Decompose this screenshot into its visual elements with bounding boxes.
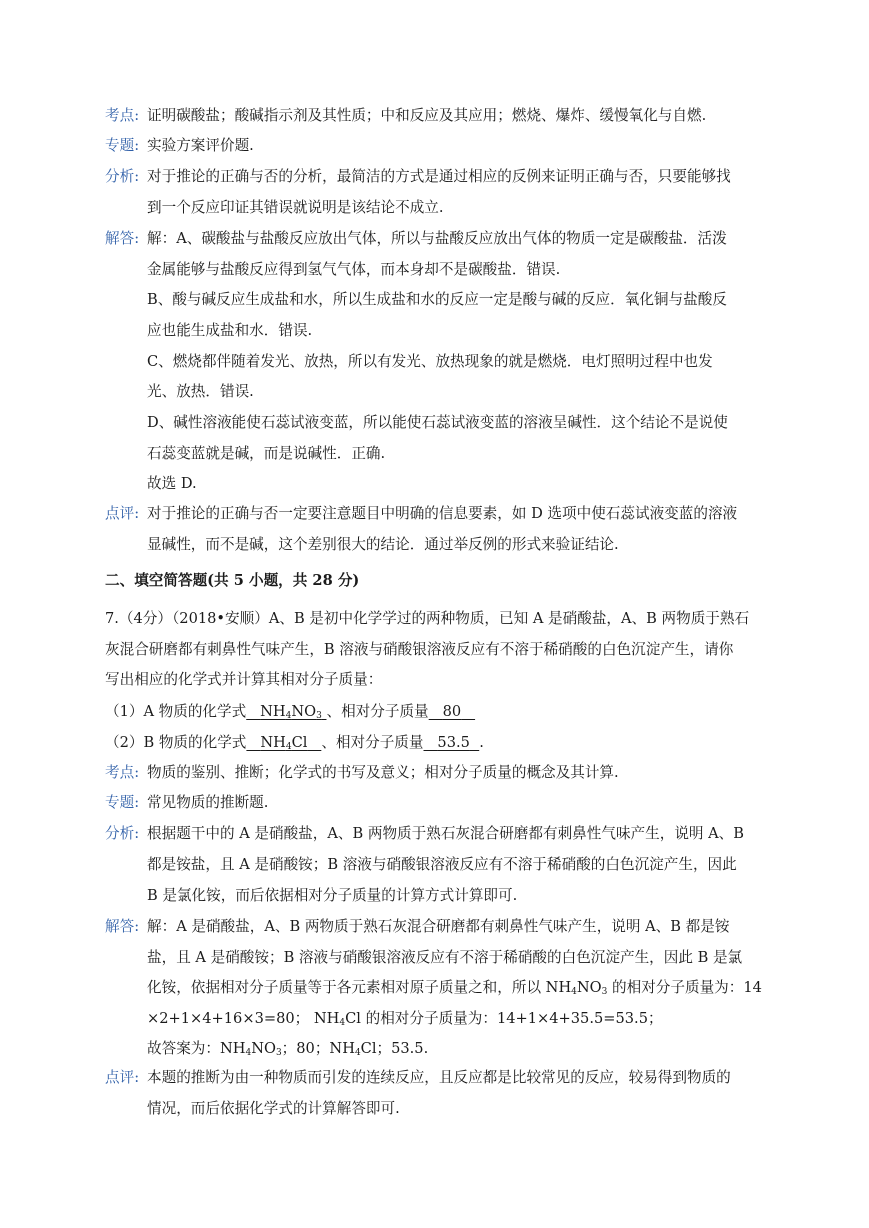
- q6-jieda-line-2: 金属能够与盐酸反应得到氢气气体，而本身却不是碳酸盐．错误.: [147, 261, 561, 278]
- q7-stem-line-2: 灰混合研磨都有刺鼻性气味产生，B 溶液与硝酸银溶液反应有不溶于稀硝酸的白色沉淀产生，请你: [105, 641, 734, 658]
- q7-jieda-line-5: 故答案为：$NH_4NO_3$；80；$NH_4Cl$；53.5.: [147, 1040, 429, 1058]
- answer-blank-formula-a: $NH_4NO_3$: [260, 703, 322, 721]
- q7-jieda-line-2: 盐，且 A 是硝酸铵；B 溶液与硝酸银溶液反应有不溶于稀硝酸的白色沉淀产生，因此 B 是氯: [147, 949, 743, 966]
- q6-kaodian-text: 证明碳酸盐；酸碱指示剂及其性质；中和反应及其应用；燃烧、爆炸、缓慢氧化与自燃.: [147, 107, 707, 124]
- section-heading: 二、填空简答题(共 5 小题，共 28 分): [105, 572, 360, 589]
- label-jieda-q7: 解答:: [105, 918, 140, 935]
- q6-jieda-line-6: 光、放热．错误.: [147, 383, 254, 400]
- q6-jieda-line-7: D、碱性溶液能使石蕊试液变蓝，所以能使石蕊试液变蓝的溶液呈碱性．这个结论不是说使: [147, 414, 728, 431]
- q7-stem-line-1: 7.（4分）（2018•安顺）A、B 是初中化学学过的两种物质，已知 A 是硝酸盐，A、B 两物质于熟石: [105, 610, 750, 627]
- q7-jieda-line-3: 化铵，依据相对分子质量等于各元素相对原子质量之和，所以 $NH_4NO_3$ 的相对分子质量为：14: [147, 979, 762, 997]
- q6-dianping-line-2: 显碱性，而不是碱，这个差别很大的结论．通过举反例的形式来验证结论.: [147, 536, 619, 553]
- label-kaodian-q7: 考点:: [105, 764, 140, 781]
- q7-jieda-line-4: ×2+1×4+16×3=80； $NH_4Cl$ 的相对分子质量为：14+1×4+35.5=53.5；: [147, 1010, 663, 1028]
- q6-fenxi-line-2: 到一个反应印证其错误就说明是该结论不成立.: [147, 199, 444, 216]
- label-zhuanti: 专题:: [105, 137, 140, 154]
- q7-subquestion-1: （1）A 物质的化学式 $NH_4NO_3$ 、相对分子质量 80: [105, 702, 772, 722]
- label-fenxi-q7: 分析:: [105, 825, 140, 842]
- q6-jieda-line-8: 石蕊变蓝就是碱，而是说碱性．正确.: [147, 445, 386, 462]
- answer-blank-mass-b: 53.5: [437, 734, 470, 751]
- q7-fenxi-line-1: 根据题干中的 A 是硝酸盐，A、B 两物质于熟石灰混合研磨都有刺鼻性气味产生，说明 A、B: [147, 825, 745, 842]
- label-fenxi: 分析:: [105, 168, 140, 185]
- q7-dianping-line-1: 本题的推断为由一种物质而引发的连续反应，且反应都是比较常见的反应，较易得到物质的: [147, 1069, 731, 1086]
- label-dianping: 点评:: [105, 505, 140, 522]
- q6-fenxi-line-1: 对于推论的正确与否的分析，最简洁的方式是通过相应的反例来证明正确与否，只要能够找: [147, 168, 731, 185]
- q7-jieda-line-1: 解：A 是硝酸盐，A、B 两物质于熟石灰混合研磨都有刺鼻性气味产生，说明 A、B 都是铵: [147, 918, 730, 935]
- label-kaodian: 考点:: [105, 107, 140, 124]
- label-dianping-q7: 点评:: [105, 1069, 140, 1086]
- q6-jieda-line-3: B、酸与碱反应生成盐和水，所以生成盐和水的反应一定是酸与碱的反应．氧化铜与盐酸反: [147, 291, 727, 308]
- q6-jieda-line-5: C、燃烧都伴随着发光、放热，所以有发光、放热现象的就是燃烧．电灯照明过程中也发: [147, 353, 713, 370]
- q6-jieda-line-9: 故选 D.: [147, 475, 197, 492]
- q6-jieda-line-4: 应也能生成盐和水．错误.: [147, 322, 313, 339]
- label-jieda: 解答:: [105, 230, 140, 247]
- q6-dianping-line-1: 对于推论的正确与否一定要注意题目中明确的信息要素，如 D 选项中使石蕊试液变蓝的溶液: [147, 505, 738, 522]
- q6-jieda-line-1: 解：A、碳酸盐与盐酸反应放出气体，所以与盐酸反应放出气体的物质一定是碳酸盐．活泼: [147, 230, 727, 247]
- answer-blank-mass-a: 80: [442, 703, 462, 720]
- q7-subquestion-2: （2）B 物质的化学式 $NH_4Cl$ 、相对分子质量 53.5 .: [105, 734, 484, 752]
- answer-blank-formula-b: $NH_4Cl$: [260, 734, 308, 752]
- q7-fenxi-line-2: 都是铵盐，且 A 是硝酸铵；B 溶液与硝酸银溶液反应有不溶于稀硝酸的白色沉淀产生，因此: [147, 856, 737, 873]
- q7-stem-line-3: 写出相应的化学式并计算其相对分子质量：: [105, 671, 383, 688]
- q7-kaodian-text: 物质的鉴别、推断；化学式的书写及意义；相对分子质量的概念及其计算.: [147, 764, 619, 781]
- q7-zhuanti-text: 常见物质的推断题.: [147, 794, 269, 811]
- label-zhuanti-q7: 专题:: [105, 794, 140, 811]
- q6-zhuanti-text: 实验方案评价题.: [147, 137, 254, 154]
- q7-dianping-line-2: 情况，而后依据化学式的计算解答即可.: [147, 1100, 400, 1117]
- q7-fenxi-line-3: B 是氯化铵，而后依据相对分子质量的计算方式计算即可.: [147, 887, 518, 904]
